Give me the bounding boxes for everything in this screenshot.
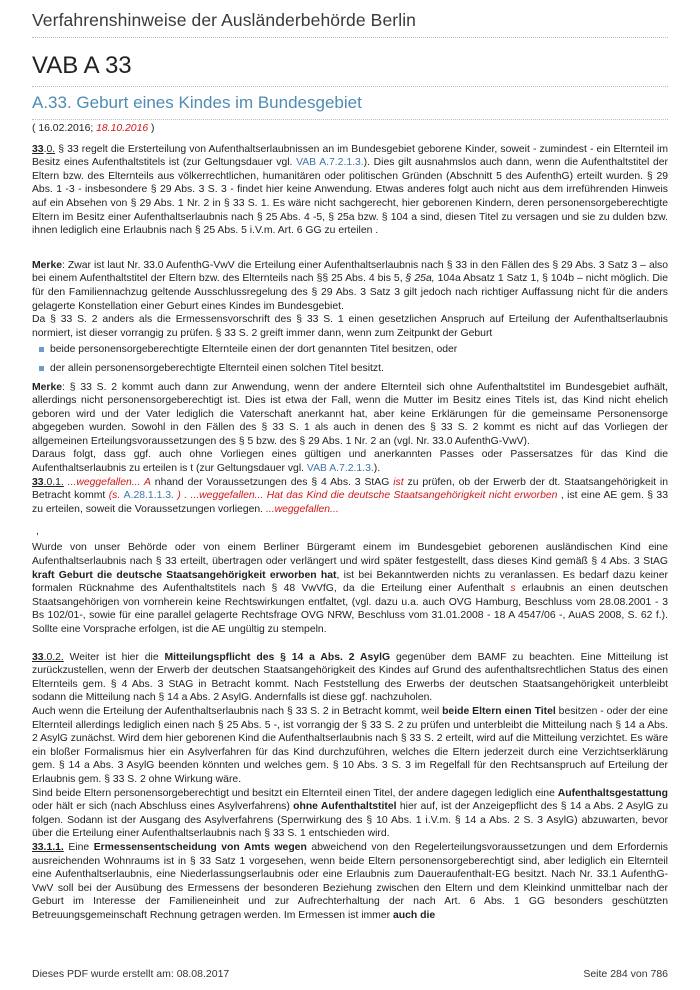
list-item-text: beide personensorgeberechtigte Elternteile einen der dort genannten Titel besitzen, oder [50, 344, 458, 356]
date-close: ) [148, 123, 155, 134]
para-text: hier auf, ist der Anzeigepflicht des § 14 a Abs. 2 AsylG zu folgen. Sodann ist der Ausgang des Asylverfahrens (Sperrwirkung des § 10 Abs. 1 i.V.m. § 14 a Abs. 2 S. 3 AsylG) abzuwarten, bevor über die Erteilung einer Aufenthaltserlaubnis nach § 33 S. 1 entschieden wird. [32, 801, 668, 840]
para-number: 33 [32, 143, 44, 155]
para-text: § 33 regelt die Ersterteilung von Aufenthaltserlaubnissen an im Bundesgebiet geborene Kinder, soweit - zumindest - ein Elternteil im Besitz eines Aufenthaltstitels ist (zur Geltungsdauer vgl. [32, 143, 668, 169]
paragraph-beide-eltern [32, 705, 668, 787]
footer-created-date: Dieses PDF wurde erstellt am: 08.08.2017 [32, 968, 230, 980]
para-text: abweichend von den Regelerteilungsvoraussetzungen und dem Erfordernis ausreichenden Wohnraums ist in § 33 Satz 1 vorgesehen, wenn beide Eltern personensorgeberechtigt sind, aber lediglich ein Elternteil eine Aufenthaltserlaubnis, eine Niederlassungserlaubnis oder eine Erlaubnis zum Daueraufenthalt-EG besitzt. Nach Nr. 33.1 AufenthG-VwV soll bei der Ausübung des Ermessens der besonderen Beziehung zwischen den Eltern und dem Kleinkind unmittelbar nach der Geburt im Interesse der Familieneinheit und zur Aufrechterhaltung der nach Art. 6 Abs. 1 GG besonders geschützten Betreuungsgemeinschaft Rechnung getragen werden. Im Ermessen ist immer [32, 841, 668, 921]
para-number-sub: 0. [46, 143, 56, 155]
para-text-bold: kraft Geburt die deutsche Staatsangehörigkeit erworben hat [32, 569, 337, 581]
vab-link[interactable]: VAB A.7.2.1.3. [306, 463, 374, 475]
para-text: 104a Absatz 1 Satz 1, § 104b – nicht möglich. Die für den Familiennachzug geltende Ausschlussregelung des § 29 Abs. 3 Satz 3 gilt jedoch nach richtiger Auffassung nicht für die anders gelagerte Konstellation einer Geburt eines Kindes im Bundesgebiet. [32, 273, 669, 312]
vab-link[interactable]: A.28.1.1.3. [123, 490, 174, 502]
para-text: Auch wenn die Erteilung der Aufenthaltserlaubnis nach § 33 S. 2 in Betracht kommt, weil [32, 705, 443, 717]
para-text: Weiter ist hier die [63, 651, 165, 663]
para-text-bold: Mitteilungspflicht des § 14 a Abs. 2 AsylG [164, 651, 391, 663]
para-number-sub: .0.2. [43, 651, 64, 663]
para-text: Sind beide Eltern personensorgeberechtigt und besitzt ein Elternteil einen Titel, der andere dagegen lediglich eine [32, 787, 558, 799]
para-text-italic: § 25a, [405, 273, 435, 285]
document-body [32, 122, 668, 922]
paragraph-33-s2 [32, 313, 668, 340]
merke-label: Merke [32, 259, 63, 271]
merke-label: Merke [32, 381, 63, 393]
bullet-icon [39, 347, 44, 352]
paragraph-aufenthaltsgestattung [32, 787, 668, 841]
section-title: A.33. Geburt eines Kindes im Bundesgebiet [32, 93, 668, 120]
revision-text: ist [393, 476, 404, 488]
para-text: besitzen - oder der eine Elternteil allerdings lediglich einen nach § 25 Abs. 5 -, ist vorrangig der § 33 S. 2 zu prüfen und unterbleibt die Mitteilung nach § 14 a Abs. 2 AsylG zunächst. Wird dem hier geborenen Kind die Aufenthaltserlaubnis nach § 33 S. 2 erteilt, wird auf die Mitteilung verzichtet. Es wäre ein bloßer Formalismus hier ein Asylverfahren für das Kind durchzuführen, welches die Eltern jederzeit durch eine Verzichtserklärung gem. § 14 a Abs. 3 AsylG beenden könnten und welches gem. § 10 Abs. 3 S. 3 im Regelfall für den Rechtsanspruch auf Erteilung der Erlaubnis gem. § 33 S. 2 ohne Wirkung wäre. [32, 705, 668, 785]
merke-paragraph [32, 259, 668, 313]
paragraph-33-1-1 [32, 841, 668, 923]
condition-list [32, 343, 668, 375]
paragraph-33-0-2 [32, 651, 668, 705]
para-text-bold: Aufenthaltsgestattung [557, 787, 668, 799]
list-item-text: der allein personensorgeberechtigte Elternteil einen solchen Titel besitzt. [50, 362, 384, 374]
vab-link[interactable]: VAB A.7.2.1.3. [296, 157, 364, 169]
para-number-sub: .0.1. [43, 476, 64, 488]
revision-text: ...weggefallen... [265, 503, 339, 515]
publication-title: Verfahrenshinweise der Ausländerbehörde Berlin [32, 10, 668, 38]
para-text: ). Dies gilt ausnahmslos auch dann, wenn die Aufenthaltstitel der Eltern bzw. des Elternteils aus völkerrechtlichen, humanitären oder politischen Gründen (Abschnitt 5 des AufenthG) erteilt wurden. § 29 Abs. 1 -3 - insbesondere § 29 Abs. 3 S. 3 - findet hier keine Anwendung. Etwas anderes folgt auch nicht aus dem irreführenden Hinweis auf ein Absehen von § 29 Abs. 1 Nr. 2 in § 33 S. 1. Es wäre nicht sachgerecht, hier geborenen Kindern, deren personensorgeberechtigte Eltern im Besitz einer Aufenthaltserlaubnis nach § 25 Abs. 4 -5, § 25a bzw. § 104 a sind, diesen Titel zu versagen und sie zu dulden bzw. ihnen lediglich eine Erlaubnis nach § 25 Abs. 5 i.V.m. Art. 6 GG zu erteilen . [32, 157, 668, 237]
revision-date: 18.10.2016 [96, 123, 149, 134]
para-text: Eine [63, 841, 94, 853]
merke-paragraph-2 [32, 381, 668, 449]
date-text: ( 16.02.2016; [32, 123, 97, 134]
para-number: 33 [32, 651, 44, 663]
revision-text: ...weggefallen... A [63, 476, 151, 488]
revision-text: s [510, 583, 516, 595]
paragraph-33-0 [32, 143, 668, 238]
para-number: 33.1.1. [32, 841, 64, 853]
para-text: : Zwar ist laut Nr. 33.0 AufenthG-VwV die Erteilung einer Aufenthaltserlaubnis nach § 33 in den Fällen des § 29 Abs. 3 Satz 3 – also bei einem Aufenthaltstitel der Eltern bzw. des Elternteils nach §§ 25 Abs. 4 bis 5, [32, 259, 668, 285]
para-text-bold: Ermessensentscheidung von Amts wegen [93, 841, 307, 853]
list-item [44, 362, 668, 376]
para-text: nhand der Voraussetzungen des § 4 Abs. 3 StAG [150, 476, 394, 488]
para-number: 33 [32, 476, 44, 488]
para-text: oder hält er sich (nach Abschluss eines Asylverfahrens) [32, 801, 294, 813]
para-text: zu prüfen, ob der Erwerb der dt. Staatsangehörigkeit in Betracht kommt [32, 476, 669, 502]
para-text: , ist eine AE gem. § 33 zu erteilen, soweit die Voraussetzungen vorliegen. [32, 490, 668, 515]
para-text: Daraus folgt, dass ggf. auch ohne Vorliegen eines gültigen und anerkannten Passes oder Passersatzes für das Kind die Aufenthaltserlaubnis zu erteilen is t (zur Geltungsdauer vgl. [32, 449, 668, 475]
stray-comma: , [36, 526, 39, 538]
list-item [44, 343, 668, 357]
para-text-bold: ohne Aufenthaltstitel [293, 801, 397, 813]
paragraph-33-0-1 [32, 476, 668, 517]
para-text: gegenüber dem BAMF zu beachten. Eine Mitteilung ist zurückzustellen, wenn der Erwerb der deutschen Staatsangehörigkeit des Kindes auf Grund des aufenthaltsrechtlichen Status des einen Elternteils gem. § 4 Abs. 3 StAG in Betracht kommt. Nach Feststellung des Erwerbs der deutschen Staatsangehörigkeit unterbleibt sodann die Mitteilung nach § 14 a Abs. 2 AsylG. Andernfalls ist diese ggf. nachzuholen. [32, 651, 668, 704]
paragraph-pass [32, 448, 668, 475]
para-text: erlaubnis an einen deutschen Staatsangehörigen von vornherein keine Rechtswirkungen entfaltet, (vgl. dazu u.a. auch OVG Hamburg, Beschluss vom 28.08.2001 - 3 Bs 102/01-, sowie für eine parallel gelagerte Rechtsfrage OVG NRW, Beschluss vom 31.01.2008 - 18 A 4547/06 -, AuAS 2008, S. 62 f.). Sollte eine Vorsprache erfolgen, ist die AE ungültig zu stempeln. [32, 583, 668, 635]
revision-text: ) . ...weggefallen... Hat das Kind die deutsche Staatsangehörigkeit nicht erworben [173, 490, 558, 502]
para-text: , ist bei Bekanntwerden nichts zu veranlassen. Es bedarf dazu keiner formalen Rücknahme des Aufenthaltstitels nach § 48 VwVfG, da die Erteilung einer Aufenthalt [32, 569, 668, 595]
document-code: VAB A 33 [32, 52, 668, 87]
footer-page-number: Seite 284 von 786 [583, 968, 668, 980]
para-text-bold: beide Eltern einen Titel [442, 705, 556, 717]
revision-text: (s. [108, 490, 124, 502]
para-text: : § 33 S. 2 kommt auch dann zur Anwendung, wenn der andere Elternteil sich ohne Aufenthaltstitel im Bundesgebiet aufhält, allerdings nicht personensorgeberechtigt ist. Dies ist etwa der Fall, wenn die Mutter im Besitz eines Titels ist, das Kind nicht ehelich geboren wird und der Vater lediglich die Vaterschaft anerkannt hat, aber keine Erklärungen für die gemeinsame Personensorge abgegeben wurden. Sowohl in den Fällen des § 33 S. 1 als auch in denen des § 33 S. 2 kommt es nicht auf das Vorliegen der allgemeinen Erteilungsvoraussetzungen des § 5 bzw. des § 29 Abs. 1 Nr. 2 an (vgl. Nr. 33.0 AufenthG-VwV). [32, 381, 668, 447]
paragraph-staatsangehoerigkeit [32, 541, 668, 636]
para-number-dot: . [43, 143, 47, 155]
para-text: ). [373, 463, 381, 475]
para-text: Da § 33 S. 2 anders als die Ermessensvorschrift des § 33 S. 1 einen gesetzlichen Anspruch auf Erteilung der Aufenthaltserlaubnis normiert, ist dieser vorrangig zu prüfen. § 33 S. 2 greift immer dann, wenn zum Zeitpunkt der Geburt [32, 314, 668, 339]
date-line [32, 122, 668, 136]
para-text-bold: auch die [392, 909, 436, 921]
para-text: Wurde von unser Behörde oder von einem Berliner Bürgeramt einem im Bundesgebiet geborenen ausländischen Kind eine Aufenthaltserlaubnis nach § 33 erteilt, übertragen oder verlängert und wird später festgestellt, dass dieses Kind gemäß § 4 Abs. 3 StAG [32, 542, 668, 568]
bullet-icon [39, 366, 44, 371]
